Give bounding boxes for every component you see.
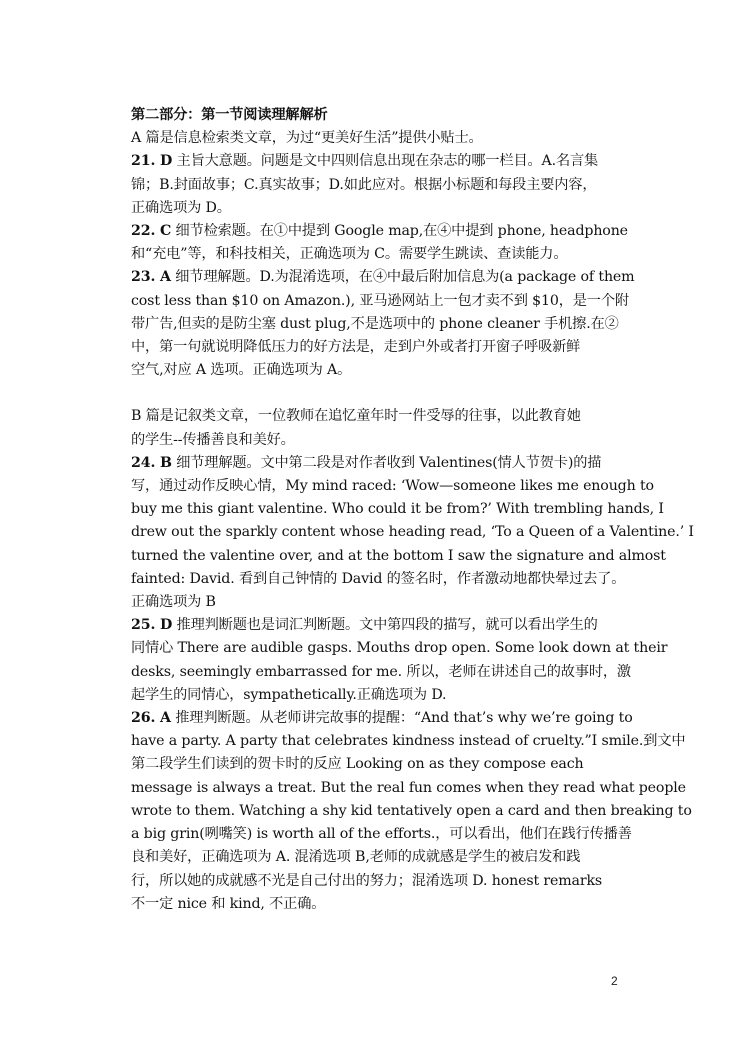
q25-number: 25. D (131, 617, 173, 634)
q26-line-3: 第二段学生们读到的贺卡时的反应 Looking on as they compose each (131, 756, 584, 773)
q21-text-1: 主旨大意题。问题是文中四则信息出现在杂志的哪一栏目。A.名言集 (172, 153, 599, 170)
section-title: 第二部分：第一节阅读理解解析 (131, 107, 328, 123)
q26-line-5: wrote to them. Watching a shy kid tentatively open a card and then breaking to (131, 802, 692, 819)
q24-line-6: fainted: David. 看到自己钟情的 David 的签名时，作者激动地都快晕过去了。 (131, 570, 626, 587)
document-body (131, 104, 694, 916)
q22-text-1: 细节检索题。在①中提到 Google map,在④中提到 phone, headphone (171, 223, 628, 240)
q23-line-4: 中，第一句就说明降低压力的好方法是，走到户外或者打开窗子呼吸新鲜 (131, 339, 581, 356)
q23-number: 23. A (131, 269, 171, 286)
q25-text-1: 推理判断题也是词汇判断题。文中第四段的描写，就可以看出学生的 (172, 617, 598, 634)
q24-line-7: 正确选项为 B (131, 594, 216, 611)
q22-line-1 (131, 220, 631, 243)
q24-line-2: 写，通过动作反映心情，My mind raced: ‘Wow—someone likes me enough to (131, 478, 654, 495)
q21-line-1 (131, 150, 631, 173)
q25-line-3: desks, seemingly embarrassed for me. 所以，老师在讲述自己的故事时，激 (131, 663, 631, 680)
q26-line-7: 良和美好，正确选项为 A. 混淆选项 B,老师的成就感是学生的被启发和践 (131, 849, 581, 866)
q26-line-1 (131, 707, 631, 730)
q21-line-2: 锦；B.封面故事；C.真实故事；D.如此应对。根据小标题和每段主要内容， (131, 176, 597, 193)
q21-line-3: 正确选项为 D。 (131, 199, 231, 216)
q26-text-1: 推理判断题。从老师讲完故事的提醒：“And that’s why we’re going to (170, 710, 633, 727)
q24-number: 24. B (131, 454, 172, 471)
q23-line-3: 带广告,但卖的是防尘塞 dust plug,不是选项中的 phone cleaner 手机擦.在② (131, 315, 619, 332)
q26-line-2: have a party. A party that celebrates kindness instead of cruelty.”I smile.到文中 (131, 733, 686, 750)
q23-line-1 (131, 266, 635, 289)
page-number: 2 (611, 974, 618, 988)
q22-line-2: 和“充电”等，和科技相关，正确选项为 C。需要学生跳读、查读能力。 (131, 246, 568, 263)
q26-line-8: 行，所以她的成就感不光是自己付出的努力；混淆选项 D. honest remarks (131, 872, 603, 889)
q26-line-4: message is always a treat. But the real fun comes when they read what people (131, 779, 686, 796)
q26-line-6: a big grin(咧嘴笑) is worth all of the efforts.，可以看出，他们在践行传播善 (131, 826, 632, 843)
q24-line-3: buy me this giant valentine. Who could it be from?’ With trembling hands, I (131, 501, 664, 518)
passage-a-intro: A 篇是信息检索类文章，为过“更美好生活”提供小贴士。 (131, 130, 483, 147)
q26-number: 26. A (131, 710, 171, 727)
q23-line-5: 空气,对应 A 选项。正确选项为 A。 (131, 362, 352, 379)
q23-line-2: cost less than $10 on Amazon.), 亚马逊网站上一包才卖不到 $10，是一个附 (131, 292, 629, 309)
q25-line-4: 起学生的同情心，sympathetically.正确选项为 D. (131, 686, 447, 703)
passage-b-intro-line-1: B 篇是记叙类文章，一位教师在追忆童年时一件受辱的往事，以此教育她 (131, 408, 581, 425)
q21-number: 21. D (131, 153, 173, 170)
q24-line-4: drew out the sparkly content whose heading read, ‘To a Queen of a Valentine.’ I (131, 524, 694, 541)
paragraph-gap (131, 382, 631, 405)
q24-line-5: turned the valentine over, and at the bottom I saw the signature and almost (131, 547, 666, 564)
q25-line-2: 同情心 There are audible gasps. Mouths drop open. Some look down at their (131, 640, 668, 657)
q22-number: 22. C (131, 223, 172, 240)
passage-b-intro-line-2: 的学生--传播善良和美好。 (131, 431, 295, 448)
q23-text-1: 细节理解题。D.为混淆选项，在④中最后附加信息为(a package of them (170, 269, 635, 286)
q24-text-1: 细节理解题。文中第二段是对作者收到 Valentines(情人节贺卡)的描 (171, 454, 602, 471)
q24-line-1 (131, 452, 631, 475)
q25-line-1 (131, 614, 631, 637)
q26-line-9: 不一定 nice 和 kind, 不正确。 (131, 895, 326, 912)
